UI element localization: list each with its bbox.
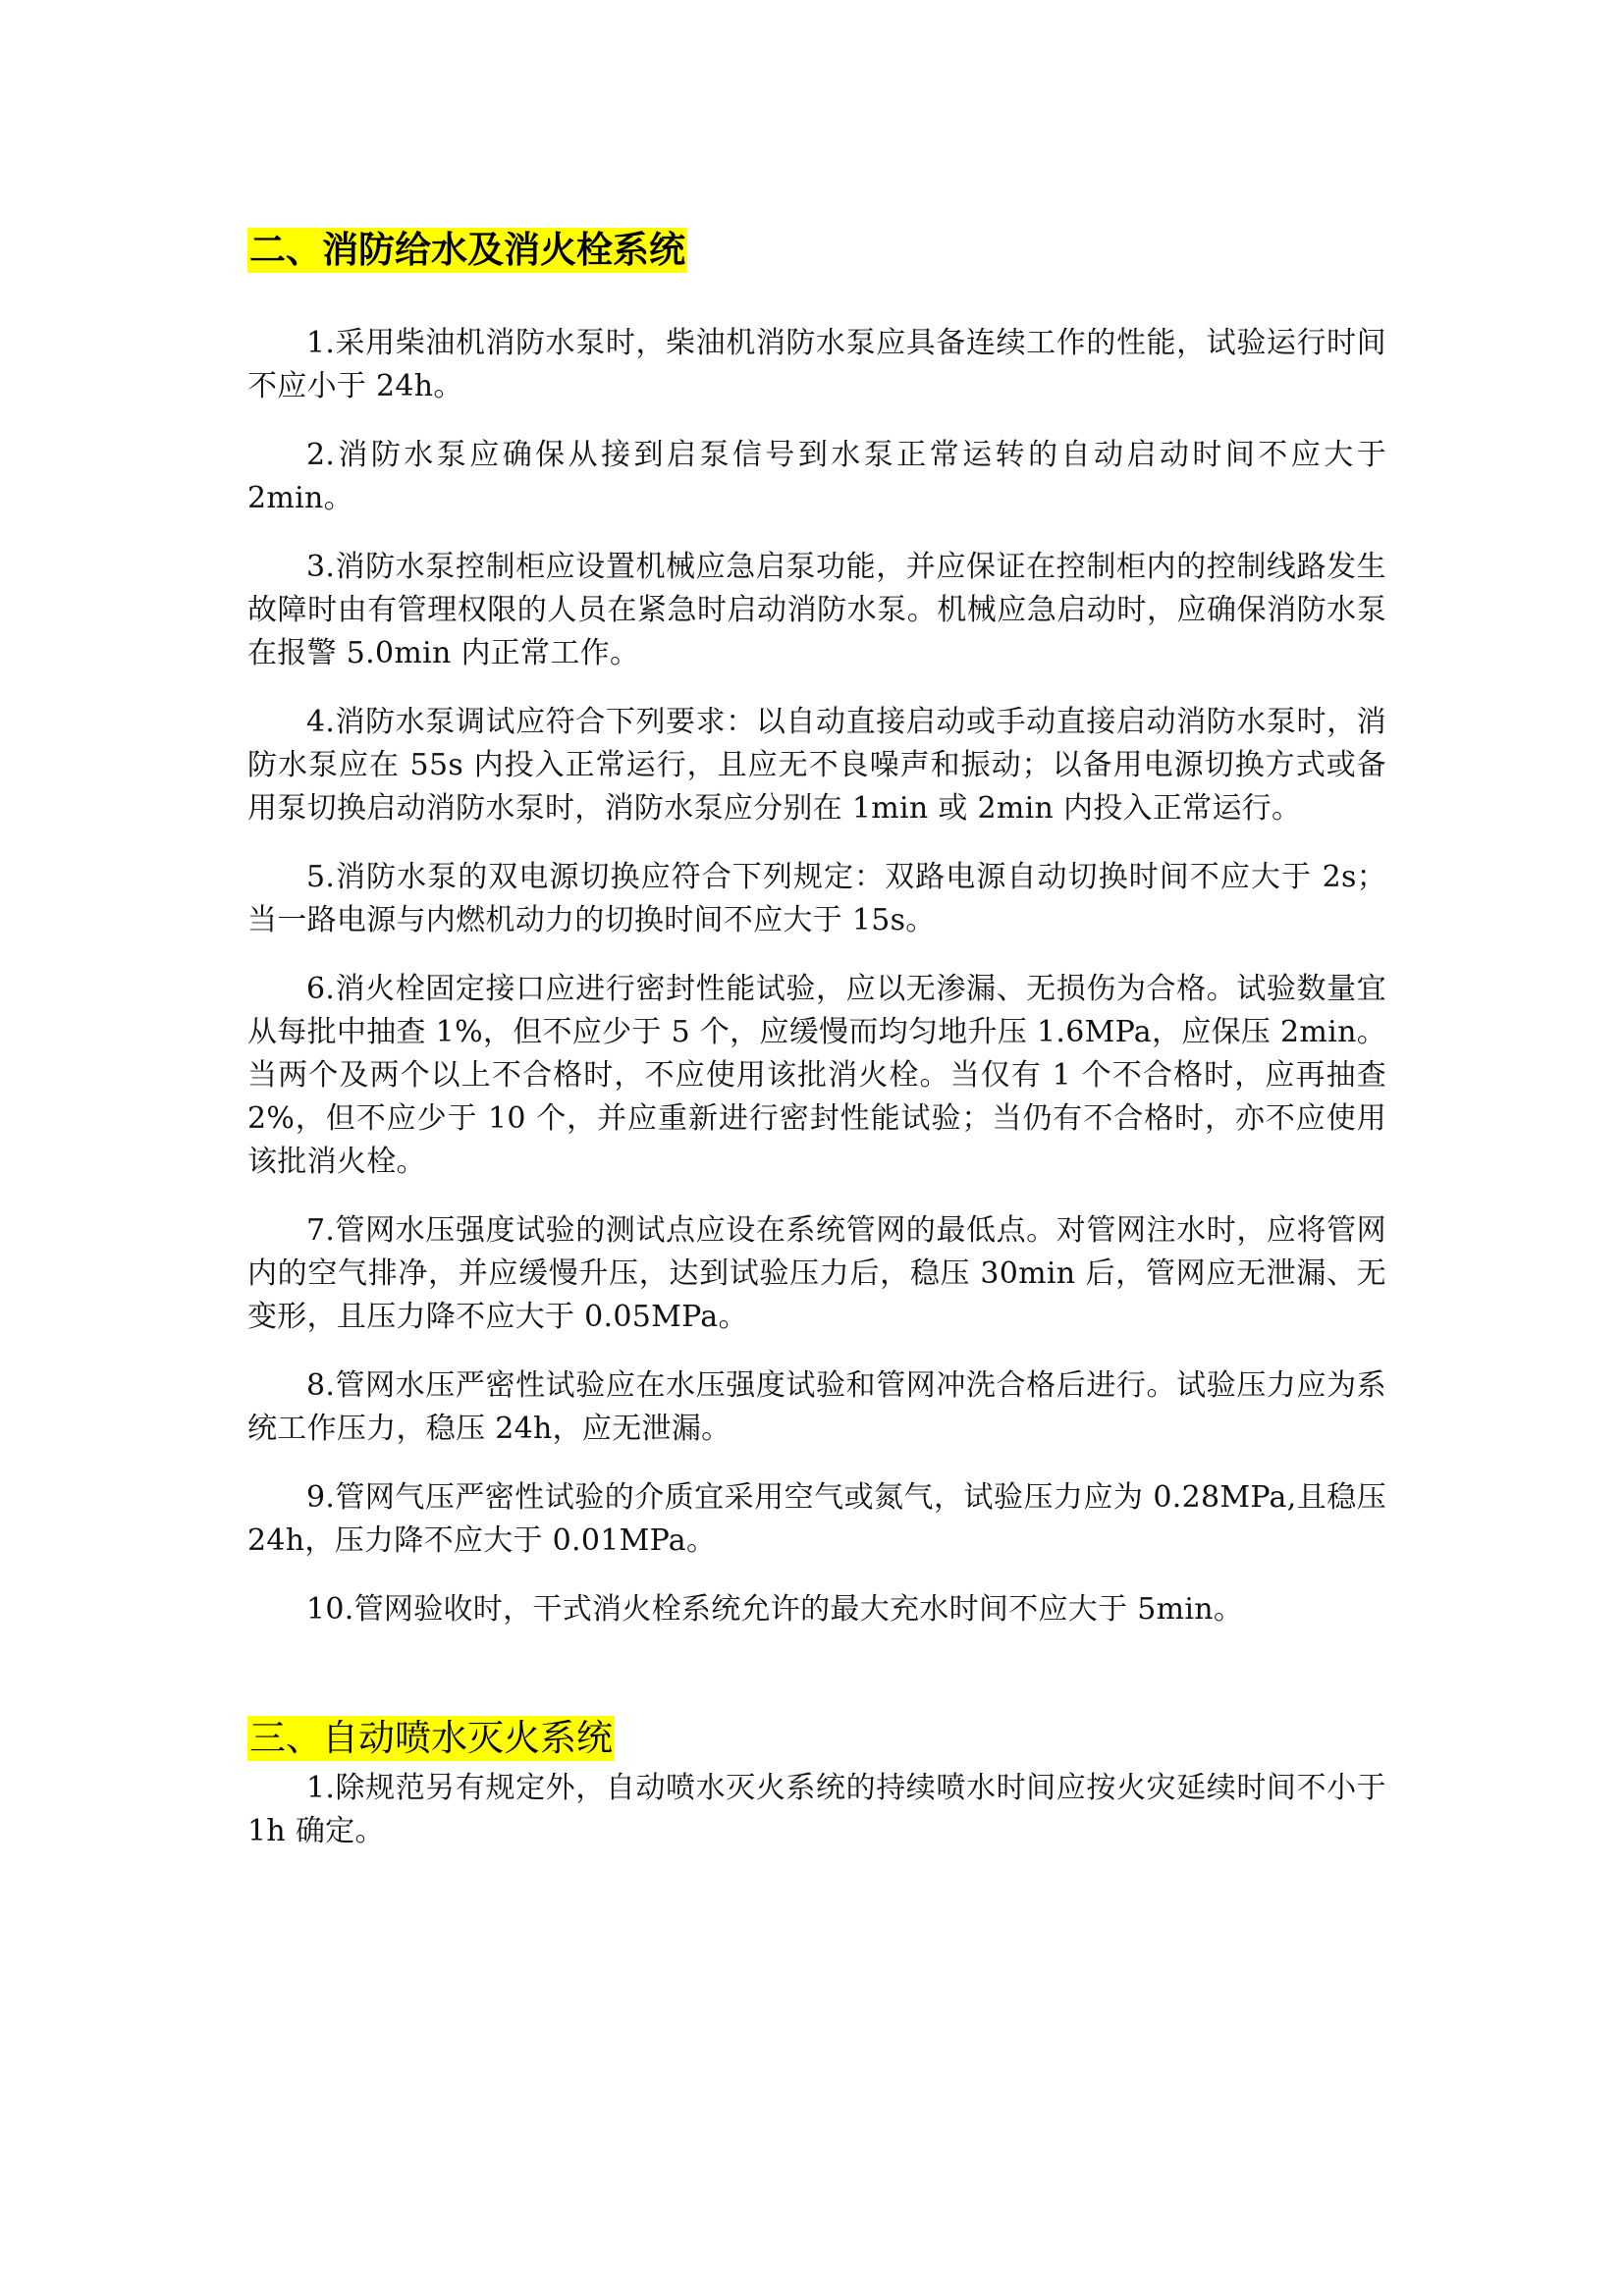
clause-item: 4.消防水泵调试应符合下列要求：以自动直接启动或手动直接启动消防水泵时，消防水泵应在 55s 内投入正常运行，且应无不良噪声和振动；以备用电源切换方式或备用泵切换启动消防水泵时，消防水泵应分别在 1min 或 2min 内投入正常运行。 <box>247 705 1386 826</box>
clause-item: 5.消防水泵的双电源切换应符合下列规定：双路电源自动切换时间不应大于 2s；当一路电源与内燃机动力的切换时间不应大于 15s。 <box>247 860 1386 937</box>
clause-item: 2.消防水泵应确保从接到启泵信号到水泵正常运转的自动启动时间不应大于 2min。 <box>247 438 1386 515</box>
clause-item: 8.管网水压严密性试验应在水压强度试验和管网冲洗合格后进行。试验压力应为系统工作压力，稳压 24h，应无泄漏。 <box>247 1368 1386 1446</box>
section-heading-fire-water-supply: 二、消防给水及消火栓系统 <box>249 229 685 271</box>
clause-item: 9.管网气压严密性试验的介质宜采用空气或氮气，试验压力应为 0.28MPa,且稳压 24h，压力降不应大于 0.01MPa。 <box>247 1480 1386 1558</box>
clause-item: 3.消防水泵控制柜应设置机械应急启泵功能，并应保证在控制柜内的控制线路发生故障时由有管理权限的人员在紧急时启动消防水泵。机械应急启动时，应确保消防水泵在报警 5.0min 内正常工作。 <box>247 550 1386 670</box>
clause-item: 7.管网水压强度试验的测试点应设在系统管网的最低点。对管网注水时，应将管网内的空气排净，并应缓慢升压，达到试验压力后，稳压 30min 后，管网应无泄漏、无变形，且压力降不应大于 0.05MPa。 <box>247 1213 1386 1334</box>
clause-item: 1.除规范另有规定外，自动喷水灭火系统的持续喷水时间应按火灾延续时间不小于 1h 确定。 <box>247 1771 1386 1848</box>
clause-item: 1.采用柴油机消防水泵时，柴油机消防水泵应具备连续工作的性能，试验运行时间不应小于 24h。 <box>247 326 1386 403</box>
document-page <box>247 228 1386 1853</box>
section-body-sprinkler-system <box>247 1767 1386 1853</box>
clause-item: 6.消火栓固定接口应进行密封性能试验，应以无渗漏、无损伤为合格。试验数量宜从每批中抽查 1%，但不应少于 5 个，应缓慢而均匀地升压 1.6MPa，应保压 2min。当两个及两个以上不合格时，不应使用该批消火栓。当仅有 1 个不合格时，应再抽查 2%，但不应少于 10 个，并应重新进行密封性能试验；当仍有不合格时，亦不应使用该批消火栓。 <box>247 972 1386 1179</box>
section-heading-sprinkler-system: 三、自动喷水灭火系统 <box>249 1717 613 1759</box>
clause-item: 10.管网验收时，干式消火栓系统允许的最大充水时间不应大于 5min。 <box>306 1592 1244 1627</box>
section-body-fire-water-supply <box>247 322 1386 1631</box>
